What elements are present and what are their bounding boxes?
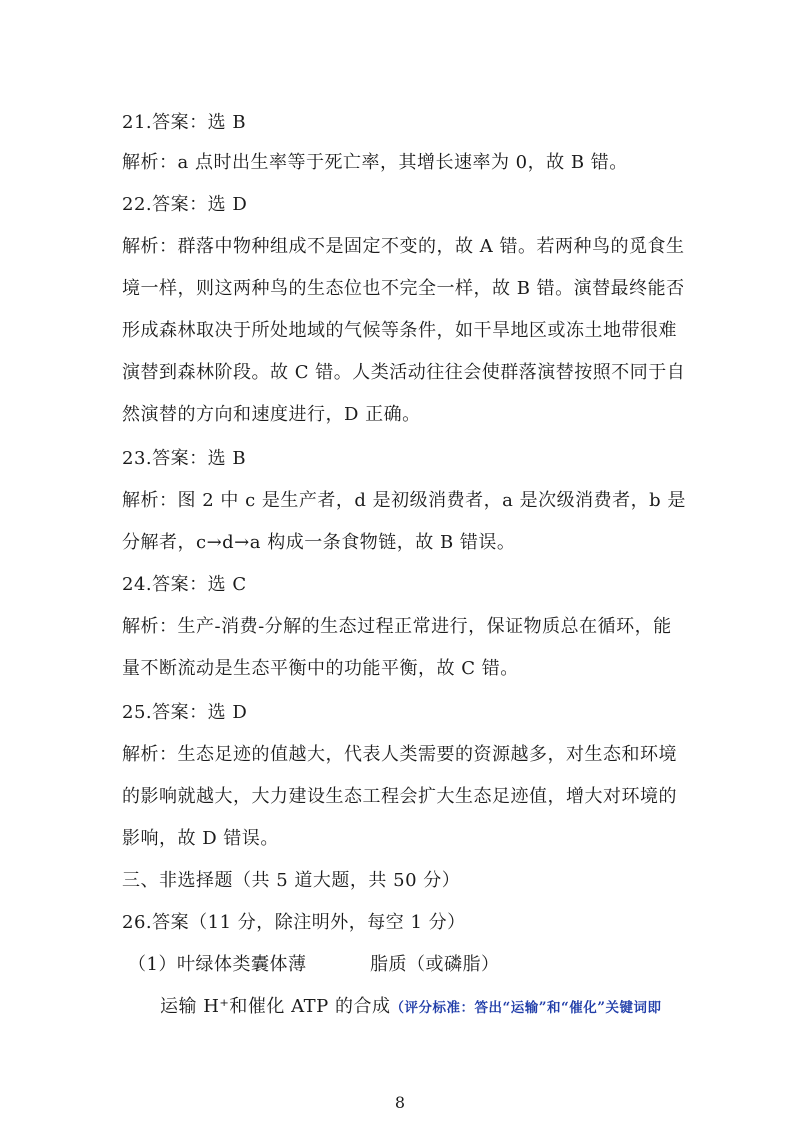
analysis-25-line-3: 影响，故 D 错误。 xyxy=(122,828,279,849)
analysis-21: 解析：a 点时出生率等于死亡率，其增长速率为 0，故 B 错。 xyxy=(122,152,628,173)
answer-26-part-1-c xyxy=(160,996,700,1019)
analysis-25-line-2: 的影响就越大，大力建设生态工程会扩大生态足迹值，增大对环境的 xyxy=(122,786,677,807)
analysis-22-line-5: 然演替的方向和速度进行，D 正确。 xyxy=(122,404,421,425)
analysis-22-line-4: 演替到森林阶段。故 C 错。人类活动往往会使群落演替按照不同于自 xyxy=(122,362,686,383)
analysis-24-line-1: 解析：生产-消费-分解的生态过程正常进行，保证物质总在循环，能 xyxy=(122,616,672,637)
answer-24: 24.答案：选 C xyxy=(122,574,247,595)
analysis-24-line-2: 量不断流动是生态平衡中的功能平衡，故 C 错。 xyxy=(122,658,519,679)
answer-26: 26.答案（11 分，除注明外，每空 1 分） xyxy=(122,912,466,933)
analysis-23-line-1: 解析：图 2 中 c 是生产者，d 是初级消费者，a 是次级消费者，b 是 xyxy=(122,490,686,511)
analysis-25-line-1: 解析：生态足迹的值越大，代表人类需要的资源越多，对生态和环境 xyxy=(122,744,677,765)
section-heading: 三、非选择题（共 5 道大题，共 50 分） xyxy=(122,870,461,891)
answer-21: 21.答案：选 B xyxy=(122,112,247,133)
answer-22: 22.答案：选 D xyxy=(122,194,248,215)
analysis-22-line-2: 境一样，则这两种鸟的生态位也不完全一样，故 B 错。演替最终能否 xyxy=(122,278,685,299)
answer-23: 23.答案：选 B xyxy=(122,448,247,469)
answer-25: 25.答案：选 D xyxy=(122,702,248,723)
answer-26-part-1: （1）叶绿体类囊体薄 xyxy=(128,954,307,975)
answer-26-text: 运输 H⁺和催化 ATP 的合成 xyxy=(160,996,391,1017)
analysis-22-line-3: 形成森林取决于所处地域的气候等条件，如干旱地区或冻土地带很难 xyxy=(122,320,677,341)
page-number: 8 xyxy=(394,1093,406,1112)
answer-26-part-1-b: 脂质（或磷脂） xyxy=(370,954,500,975)
analysis-22-line-1: 解析：群落中物种组成不是固定不变的，故 A 错。若两种鸟的觅食生 xyxy=(122,236,685,257)
analysis-23-line-2: 分解者，c→d→a 构成一条食物链，故 B 错误。 xyxy=(122,532,516,553)
scoring-note: （评分标准：答出“运输”和“催化”关键词即 xyxy=(390,1000,662,1016)
